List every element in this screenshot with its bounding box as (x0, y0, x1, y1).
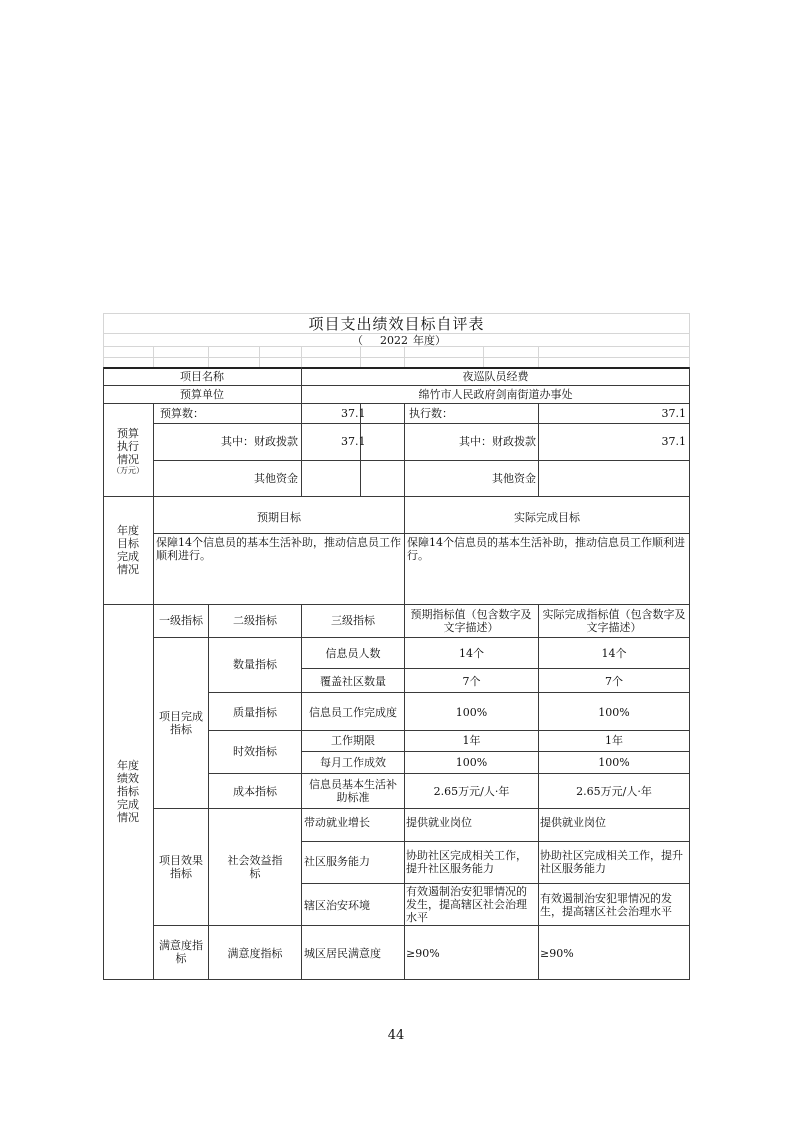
indicator-expected: 100% (455, 756, 488, 769)
col-line (404, 403, 405, 604)
header-actual: 实际完成指标值（包含数字及文字描述） (542, 608, 686, 634)
grid-line (103, 313, 690, 314)
indicator-name: 覆盖社区数量 (320, 675, 386, 688)
budget-section-label-2: 执行 (117, 440, 139, 453)
row-line (103, 403, 690, 404)
row-line (153, 637, 690, 638)
col-line (301, 604, 302, 980)
indicator-actual: 7个 (605, 675, 623, 688)
goal-section-label-1: 年度 (117, 524, 139, 537)
indicator-expected: 14个 (459, 647, 484, 660)
indicator-actual: 100% (598, 756, 630, 769)
exec-amount-label: 执行数： (409, 407, 453, 420)
table-bottom-border (103, 979, 690, 980)
project-name-label: 项目名称 (180, 370, 224, 383)
indicator-expected: 100% (455, 706, 488, 719)
indicator-actual: 有效遏制治安犯罪情况的发生，提高辖区社会治理水平 (540, 892, 672, 918)
indicator-actual: 100% (598, 706, 630, 719)
grid-line (483, 346, 484, 368)
indicator-name: 信息员工作完成度 (309, 706, 397, 719)
table-top-border (103, 367, 690, 369)
row-line (301, 751, 690, 752)
grid-line (360, 346, 361, 368)
other-funds-label-exec: 其他资金 (492, 472, 536, 485)
goal-section-label-2: 目标 (117, 537, 139, 550)
header-level3: 三级指标 (331, 614, 375, 627)
indicator-expected: 1年 (462, 734, 481, 747)
indicator-name: 信息员人数 (325, 647, 381, 660)
budget-section-label-3: 情况 (117, 453, 139, 466)
row-line (208, 773, 690, 774)
col-line (153, 403, 154, 980)
header-level1: 一级指标 (159, 614, 203, 627)
indicator-expected: 协助社区完成相关工作，提升社区服务能力 (406, 849, 527, 875)
indicator-expected: 2.65万元/人·年 (433, 785, 510, 798)
page-number: 44 (387, 1028, 405, 1043)
indicator-name: 每月工作成效 (320, 756, 386, 769)
indicator-name: 工作期限 (331, 734, 375, 747)
indicator-section-label-2: 绩效 (117, 772, 139, 785)
header-expected: 预期指标值（包含数字及文字描述） (410, 608, 532, 634)
year-open-paren: （ (352, 334, 363, 347)
fiscal-value-exec: 37.1 (661, 435, 686, 448)
indicator-expected: ≥90% (406, 947, 440, 960)
actual-goal-text: 保障14个信息员的基本生活补助，推动信息员工作顺利进行。 (407, 536, 685, 562)
row-line (153, 460, 690, 461)
budget-unit-value: 绵竹市人民政府剑南街道办事处 (418, 388, 573, 401)
subgroup-quality: 质量指标 (233, 706, 277, 719)
indicator-name: 城区居民满意度 (304, 947, 381, 960)
year-unit: 年度） (413, 334, 446, 347)
grid-line (259, 346, 260, 368)
indicator-section-label-4: 完成 (117, 798, 139, 811)
subgroup-quantity: 数量指标 (233, 658, 277, 671)
group-output: 项目完成指标 (159, 710, 203, 736)
row-line (301, 883, 690, 884)
indicator-actual: 1年 (605, 734, 623, 747)
budget-unit-label: 预算单位 (180, 388, 224, 401)
row-line (208, 692, 690, 693)
indicator-actual: ≥90% (540, 947, 574, 960)
row-line (103, 496, 690, 497)
indicator-actual: 2.65万元/人·年 (576, 785, 652, 798)
fiscal-label-budget: 其中：财政拨款 (221, 435, 298, 448)
expected-goal-text: 保障14个信息员的基本生活补助，推动信息员工作顺利进行。 (156, 536, 401, 562)
form-title: 项目支出绩效目标自评表 (308, 315, 485, 333)
project-name-value: 夜巡队员经费 (462, 370, 529, 383)
indicator-expected: 7个 (462, 675, 481, 688)
grid-line (301, 346, 302, 368)
row-line (153, 533, 690, 534)
indicator-name: 带动就业增长 (304, 816, 370, 829)
grid-line (208, 346, 209, 368)
expected-goal-header: 预期目标 (257, 511, 301, 524)
actual-goal-header: 实际完成目标 (514, 511, 580, 524)
row-line (153, 925, 690, 926)
other-funds-label-budget: 其他资金 (254, 472, 298, 485)
goal-section-label-3: 完成 (117, 550, 139, 563)
indicator-section-label-5: 情况 (117, 811, 139, 824)
col-line (689, 367, 690, 980)
budget-section-label-1: 预算 (117, 427, 139, 440)
row-line (208, 730, 690, 731)
row-line (153, 423, 690, 424)
year-value: 2022 (380, 334, 408, 347)
subgroup-time: 时效指标 (233, 745, 277, 758)
group-satisfaction: 满意度指标 (159, 939, 203, 965)
row-line (153, 808, 690, 809)
indicator-expected: 有效遏制治安犯罪情况的发生，提高辖区社会治理水平 (406, 885, 527, 924)
indicator-name: 社区服务能力 (304, 855, 370, 868)
row-line (301, 668, 690, 669)
indicator-section-label-3: 指标 (117, 785, 139, 798)
budget-amount-label: 预算数： (160, 407, 204, 420)
row-line (103, 604, 690, 605)
subgroup-satisfaction: 满意度指标 (227, 947, 283, 960)
row-line (301, 841, 690, 842)
group-effect: 项目效果指标 (159, 854, 203, 880)
col-line (301, 367, 302, 496)
subgroup-social: 社会效益指标 (227, 854, 283, 880)
col-line (538, 403, 539, 496)
grid-line (153, 346, 154, 368)
grid-line (538, 346, 539, 368)
row-line (103, 385, 690, 386)
indicator-name: 辖区治安环境 (304, 899, 370, 912)
grid-line (404, 346, 405, 368)
grid-line (103, 357, 690, 358)
indicator-section-label-1: 年度 (117, 759, 139, 772)
indicator-actual: 提供就业岗位 (540, 816, 606, 829)
fiscal-value-budget: 37.1 (341, 435, 366, 448)
budget-section-unit: （万元） (112, 466, 144, 475)
budget-amount-value: 37.1 (341, 407, 366, 420)
goal-section-label-4: 情况 (117, 563, 139, 576)
exec-amount-value: 37.1 (661, 407, 686, 420)
indicator-actual: 14个 (601, 647, 627, 660)
indicator-actual: 协助社区完成相关工作，提升社区服务能力 (540, 849, 683, 875)
indicator-expected: 提供就业岗位 (406, 816, 472, 829)
fiscal-label-exec: 其中：财政拨款 (459, 435, 536, 448)
subgroup-cost: 成本指标 (233, 785, 277, 798)
header-level2: 二级指标 (233, 614, 277, 627)
indicator-name: 信息员基本生活补助标准 (309, 778, 397, 804)
